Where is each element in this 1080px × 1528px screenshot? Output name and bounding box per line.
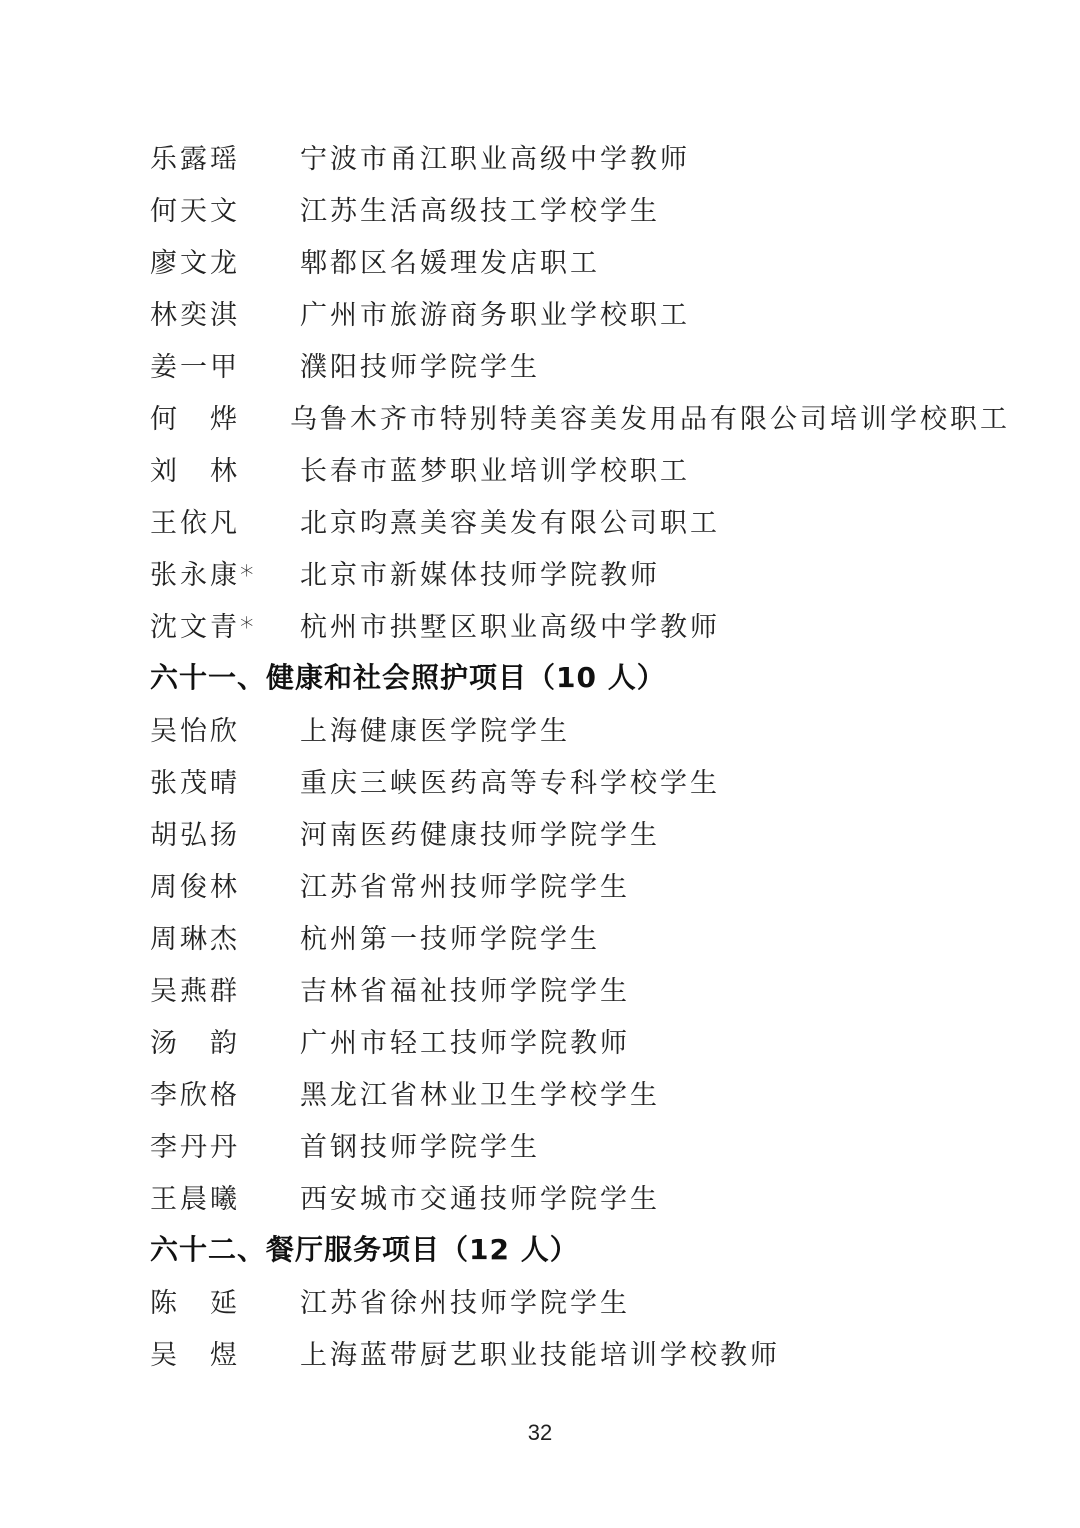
name-list — [150, 130, 1010, 1378]
person-organization: 江苏省徐州技师学院学生 — [300, 1287, 630, 1319]
person-organization: 上海健康医学院学生 — [300, 715, 570, 747]
person-name: 廖文龙 — [150, 247, 240, 279]
person-organization: 西安城市交通技师学院学生 — [300, 1183, 660, 1215]
person-name: 吴 煜 — [150, 1339, 240, 1371]
list-item — [150, 234, 1010, 286]
person-name: 林奕淇 — [150, 299, 240, 331]
person-name: 姜一甲 — [150, 351, 240, 383]
person-organization: 宁波市甬江职业高级中学教师 — [300, 143, 690, 175]
person-organization: 长春市蓝梦职业培训学校职工 — [300, 455, 690, 487]
person-name: 张永康* — [150, 559, 257, 591]
person-name: 周俊林 — [150, 871, 240, 903]
person-name: 何 烨 — [150, 403, 240, 435]
person-name: 张茂晴 — [150, 767, 240, 799]
person-organization: 杭州市拱墅区职业高级中学教师 — [300, 611, 720, 643]
list-item — [150, 338, 1010, 390]
list-item — [150, 858, 1010, 910]
person-organization: 河南医药健康技师学院学生 — [300, 819, 660, 851]
section-heading: 六十一、健康和社会照护项目（10 人） — [150, 661, 666, 694]
page-number: 32 — [527, 1420, 553, 1445]
person-organization: 广州市旅游商务职业学校职工 — [300, 299, 690, 331]
person-name: 陈 延 — [150, 1287, 240, 1319]
person-name: 胡弘扬 — [150, 819, 240, 851]
list-item — [150, 494, 1010, 546]
list-item — [150, 130, 1010, 182]
person-organization: 杭州第一技师学院学生 — [300, 923, 600, 955]
person-organization: 黑龙江省林业卫生学校学生 — [300, 1079, 660, 1111]
list-item — [150, 1014, 1010, 1066]
person-organization: 吉林省福祉技师学院学生 — [300, 975, 630, 1007]
person-organization: 北京昀熹美容美发有限公司职工 — [300, 507, 720, 539]
list-item — [150, 390, 1010, 442]
person-name: 乐露瑶 — [150, 143, 240, 175]
list-item — [150, 1326, 1010, 1378]
list-item — [150, 1170, 1010, 1222]
list-item — [150, 910, 1010, 962]
list-item — [150, 1066, 1010, 1118]
person-organization: 濮阳技师学院学生 — [300, 351, 540, 383]
list-item — [150, 962, 1010, 1014]
person-name: 汤 韵 — [150, 1027, 240, 1059]
list-item — [150, 442, 1010, 494]
list-item — [150, 754, 1010, 806]
person-organization: 乌鲁木齐市特别特美容美发用品有限公司培训学校职工 — [290, 403, 1010, 435]
person-name: 何天文 — [150, 195, 240, 227]
list-item — [150, 546, 1010, 598]
person-organization: 江苏生活高级技工学校学生 — [300, 195, 660, 227]
person-name: 李欣格 — [150, 1079, 240, 1111]
list-item — [150, 1118, 1010, 1170]
person-name: 吴燕群 — [150, 975, 240, 1007]
person-name: 吴怡欣 — [150, 715, 240, 747]
list-item — [150, 702, 1010, 754]
person-organization: 北京市新媒体技师学院教师 — [300, 559, 660, 591]
list-item — [150, 286, 1010, 338]
person-name: 李丹丹 — [150, 1131, 240, 1163]
list-item — [150, 598, 1010, 650]
person-name: 王晨曦 — [150, 1183, 240, 1215]
person-name: 王依凡 — [150, 507, 240, 539]
person-organization: 江苏省常州技师学院学生 — [300, 871, 630, 903]
person-organization: 重庆三峡医药高等专科学校学生 — [300, 767, 720, 799]
list-item — [150, 1274, 1010, 1326]
list-item — [150, 182, 1010, 234]
person-name: 周琳杰 — [150, 923, 240, 955]
person-organization: 郫都区名媛理发店职工 — [300, 247, 600, 279]
person-organization: 首钢技师学院学生 — [300, 1131, 540, 1163]
person-name: 刘 林 — [150, 455, 240, 487]
list-item — [150, 806, 1010, 858]
person-organization: 上海蓝带厨艺职业技能培训学校教师 — [300, 1339, 780, 1371]
person-name: 沈文青* — [150, 611, 257, 643]
person-organization: 广州市轻工技师学院教师 — [300, 1027, 630, 1059]
section-heading: 六十二、餐厅服务项目（12 人） — [150, 1233, 579, 1266]
